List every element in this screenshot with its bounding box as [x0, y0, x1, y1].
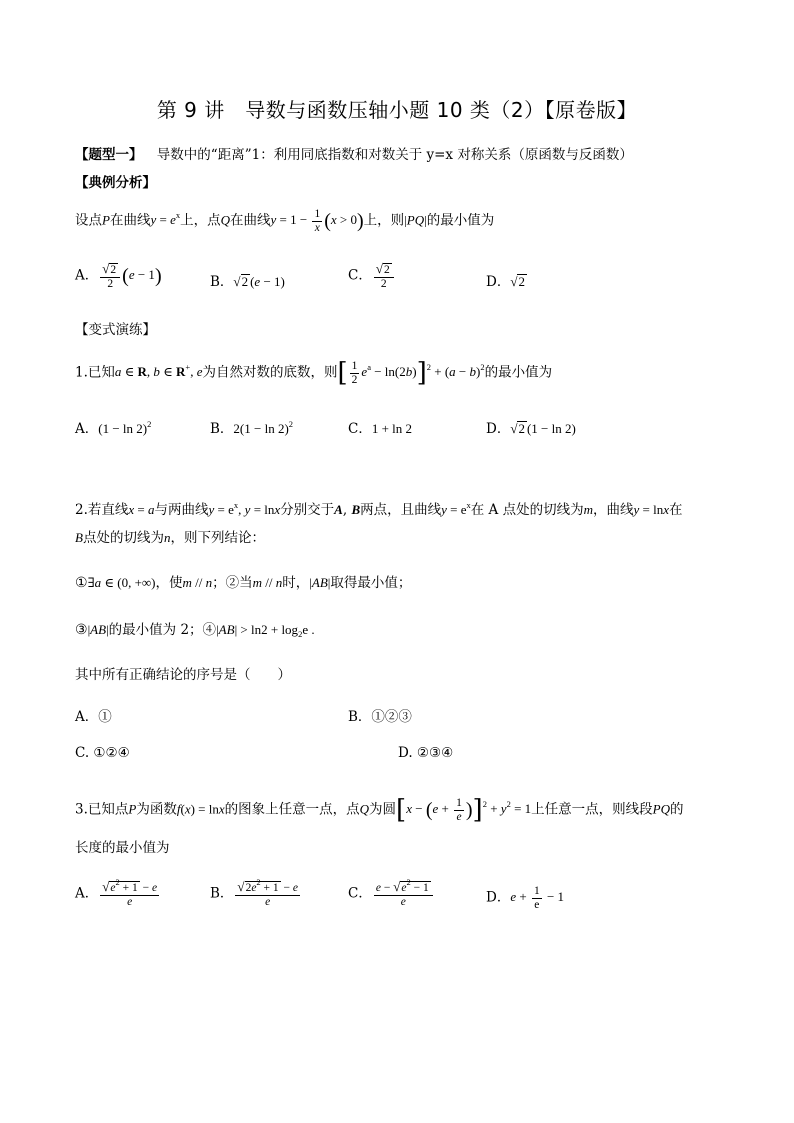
question-1: 1.已知a ∈ R, b ∈ R+, e为自然对数的底数，则[ $\frac{1}{2}$ $e^a - \ln(2b)]^2 + (a - b)^2$的最小值为 [75, 358, 553, 389]
practice-label: 【变式演练】 [75, 322, 156, 338]
example-option-d[interactable]: D．√2 [486, 274, 525, 290]
example-option-b[interactable]: B．√2 (e − 1) [210, 274, 285, 290]
question-3-line-2: 长度的最小值为 [75, 840, 170, 856]
example-option-a[interactable]: A． $\frac{√2}{2}$ (e − 1) [75, 261, 162, 290]
q1-number: 1.已知 [75, 364, 115, 381]
page-title: 第 9 讲 导数与函数压轴小题 10 类（2）【原卷版】 [156, 98, 638, 122]
question-3: 3.已知点P为函数f(x) = lnx的图象上任意一点，点Q为圆[x − (e + $\frac{1}{e}$ )]$^2 + y^2 = 1$上任意一点，则线段PQ的 [75, 795, 684, 826]
q1-option-c[interactable]: C．1 + ln 2 [348, 421, 413, 437]
section-heading-text: 导数中的“距离”1：利用同底指数和对数关于 y=x 对称关系（原函数与反函数） [156, 147, 633, 163]
q2-number: 2.若直线 [75, 502, 129, 518]
q3-option-d[interactable]: D．e + $\frac{1}{e}$ − 1 [486, 885, 565, 911]
q2-option-a[interactable]: A．① [75, 709, 112, 725]
example-text-4: 在曲线 [230, 212, 271, 229]
example-label: 【典例分析】 [75, 175, 156, 191]
section-heading [75, 145, 633, 165]
q3-option-a[interactable]: A． $\frac{√e^2 + 1 - e}{e}$ [75, 877, 158, 908]
q1-option-a[interactable]: A．$(1 - \ln 2)^2$ [75, 419, 152, 437]
section-tag: 【题型一】 [75, 147, 143, 163]
q3-number: 3.已知点 [75, 801, 129, 818]
q3-option-b[interactable]: B． $\frac{√2e^2 + 1 - e}{e}$ [210, 877, 299, 908]
example-option-c[interactable]: C． $\frac{√2}{2}$ [348, 262, 396, 291]
q2-option-d[interactable]: D. ②③④ [398, 745, 454, 761]
q1-option-b[interactable]: B．$2(1 - \ln 2)^2$ [210, 419, 294, 437]
example-text-2: 在曲线 [109, 212, 151, 229]
q1-option-d[interactable]: D．√2 (1 − ln 2) [486, 421, 576, 437]
example-text-3: 上，点 [180, 212, 221, 229]
question-2-line-2: B点处的切线为n，则下列结论： [75, 530, 265, 546]
q2-statements-1: ①∃a ∈ (0, +∞)，使m // n；②当m // n时，|AB|取得最小值； [75, 575, 412, 591]
q3-option-c[interactable]: C． $\frac{e - √e^2 - 1}{e}$ [348, 880, 435, 909]
q2-question: 其中所有正确结论的序号是（ ） [75, 667, 291, 683]
example-problem: 设点P在曲线$y = e^x$上，点Q在曲线y = 1 − $\frac{1}{x}$ (x > 0)上，则|PQ|的最小值为 [75, 208, 495, 234]
q1-text-2: 的最小值为 [484, 364, 553, 381]
example-text-6: 的最小值为 [426, 212, 495, 229]
q2-option-b[interactable]: B．①②③ [348, 709, 412, 725]
example-text-1: 设点 [75, 212, 102, 229]
example-text-5: 上，则 [363, 212, 405, 229]
q1-text-1: 为自然对数的底数，则 [202, 364, 338, 381]
q2-option-c[interactable]: C. ①②④ [75, 745, 130, 761]
q2-statements-2: ③|AB|的最小值为 2；④|AB| > $\ln 2 + \log_2e$ . [75, 622, 315, 639]
question-2: 2.若直线x = a与两曲线$y = e^x$, y = lnx分别交于A, B两点，且曲线$y = e^x$在 A 点处的切线为m，曲线y = lnx在 [75, 500, 683, 518]
